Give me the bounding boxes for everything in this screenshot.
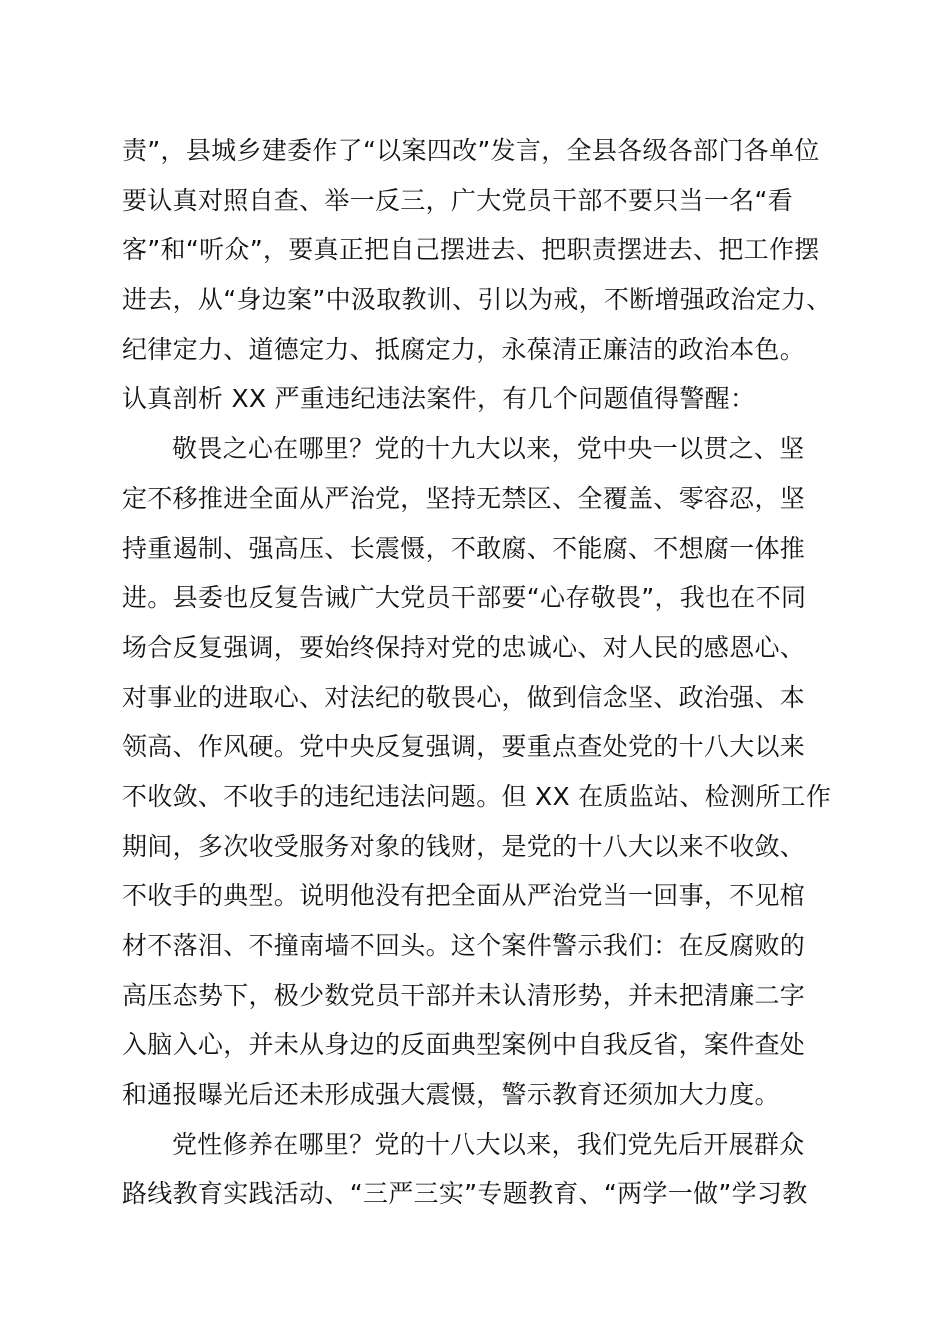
text-line: 场合反复强调，要始终保持对党的忠诚心、对人民的感恩心、 xyxy=(122,632,806,662)
text-line: 进去，从“身边案”中汲取教训、引以为戒，不断增强政治定力、 xyxy=(122,285,832,315)
text-line: 定不移推进全面从严治党，坚持无禁区、全覆盖、零容忍，坚 xyxy=(122,483,806,513)
text-line: 责”，县城乡建委作了“以案四改”发言，全县各级各部门各单位 xyxy=(122,136,820,165)
text-line: 领高、作风硬。党中央反复强调，要重点查处党的十八大以来 xyxy=(122,732,806,762)
text-line: 进。县委也反复告诫广大党员干部要“心存敬畏”，我也在不同 xyxy=(122,583,807,613)
paragraph-start-line: 敬畏之心在哪里？党的十九大以来，党中央一以贯之、坚 xyxy=(172,434,805,464)
text-line: 对事业的进取心、对法纪的敬畏心，做到信念坚、政治强、本 xyxy=(122,682,806,712)
text-line: 不收敛、不收手的违纪违法问题。但 XX 在质监站、检测所工作 xyxy=(122,781,832,811)
text-line: 不收手的典型。说明他没有把全面从严治党当一回事，不见棺 xyxy=(122,881,806,911)
text-line: 路线教育实践活动、“三严三实”专题教育、“两学一做”学习教 xyxy=(122,1179,808,1209)
body-text xyxy=(122,126,862,1219)
text-line: 和通报曝光后还未形成强大震慑，警示教育还须加大力度。 xyxy=(122,1080,780,1110)
text-line: 期间，多次收受服务对象的钱财，是党的十八大以来不收敛、 xyxy=(122,831,806,861)
text-line: 认真剖析 XX 严重违纪违法案件，有几个问题值得警醒： xyxy=(122,384,756,414)
text-line: 入脑入心，并未从身边的反面典型案例中自我反省，案件查处 xyxy=(122,1030,806,1060)
text-line: 纪律定力、道德定力、抵腐定力，永葆清正廉洁的政治本色。 xyxy=(122,334,806,364)
text-line: 客”和“听众”，要真正把自己摆进去、把职责摆进去、把工作摆 xyxy=(122,235,820,265)
text-line: 材不落泪、不撞南墙不回头。这个案件警示我们：在反腐败的 xyxy=(122,931,806,960)
paragraph-start-line: 党性修养在哪里？党的十八大以来，我们党先后开展群众 xyxy=(172,1129,805,1159)
text-line: 高压态势下，极少数党员干部并未认清形势，并未把清廉二字 xyxy=(122,980,806,1010)
text-line: 持重遏制、强高压、长震慑，不敢腐、不能腐、不想腐一体推 xyxy=(122,533,806,563)
text-line: 要认真对照自查、举一反三，广大党员干部不要只当一名“看 xyxy=(122,185,794,215)
